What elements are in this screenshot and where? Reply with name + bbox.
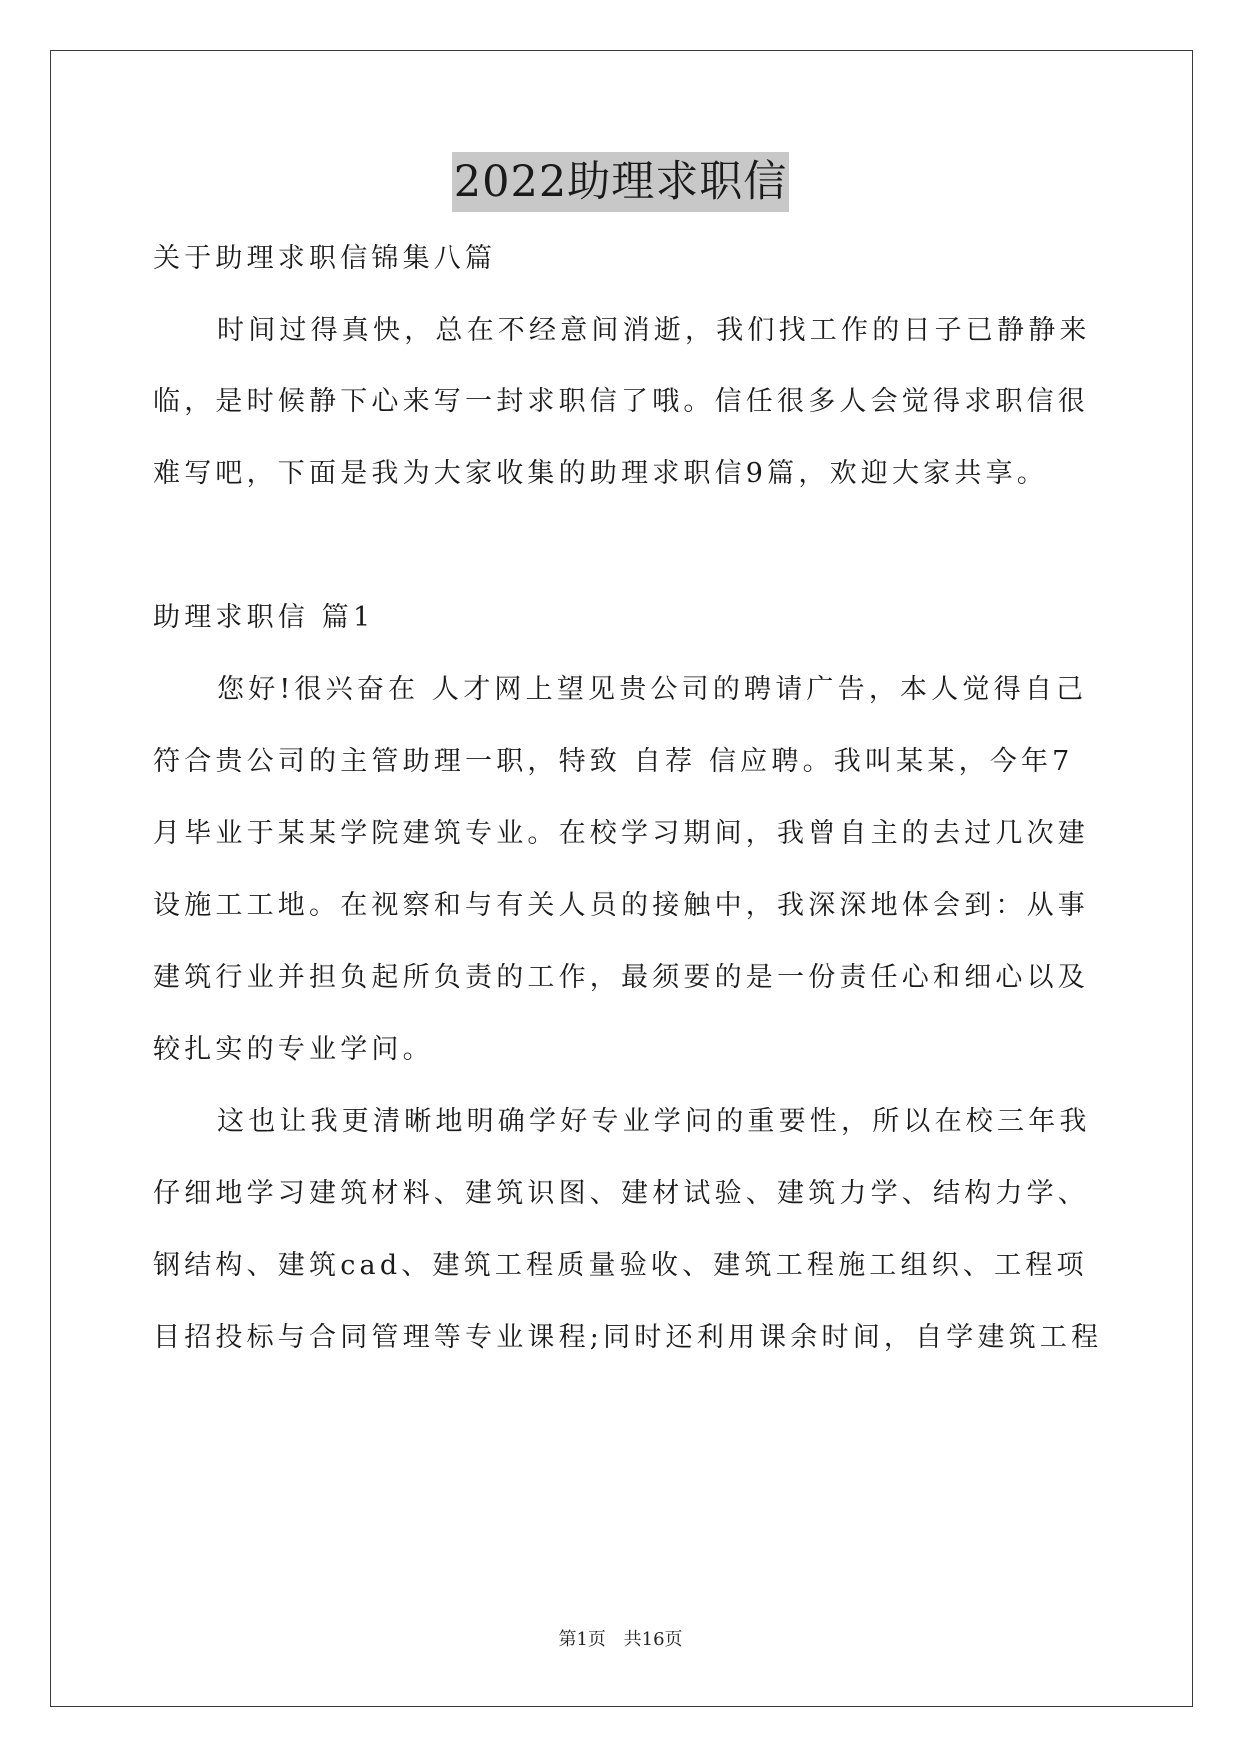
intro-line: 难写吧，下面是我为大家收集的助理求职信9篇，欢迎大家共享。 [153, 458, 1048, 489]
para2-line: 这也让我更清晰地明确学好专业学问的重要性，所以在校三年我 [217, 1106, 1091, 1137]
intro-line: 临，是时候静下心来写一封求职信了哦。信任很多人会觉得求职信很 [153, 386, 1089, 417]
para1-line: 设施工工地。在视察和与有关人员的接触中，我深深地体会到：从事 [153, 890, 1089, 921]
para2-line: 目招投标与合同管理等专业课程;同时还利用课余时间，自学建筑工程 [153, 1322, 1103, 1353]
para1-line: 较扎实的专业学问。 [153, 1034, 434, 1065]
document-subtitle: 关于助理求职信锦集八篇 [153, 243, 497, 274]
title-block [0, 152, 1241, 212]
para1-line: 建筑行业并担负起所负责的工作，最须要的是一份责任心和细心以及 [153, 962, 1089, 993]
page-number: 第1页 [558, 1629, 606, 1650]
para2-line: 仔细地学习建筑材料、建筑识图、建材试验、建筑力学、结构力学、 [153, 1178, 1089, 1209]
page-footer [0, 1628, 1241, 1652]
para1-line: 符合贵公司的主管助理一职，特致 自荐 信应聘。我叫某某，今年7 [153, 746, 1074, 777]
document-title: 2022助理求职信 [452, 152, 789, 212]
para2-line: 钢结构、建筑cad、建筑工程质量验收、建筑工程施工组织、工程项 [153, 1250, 1088, 1281]
para1-line: 您好!很兴奋在 人才网上望见贵公司的聘请广告，本人觉得自己 [217, 674, 1088, 705]
para1-line: 月毕业于某某学院建筑专业。在校学习期间，我曾自主的去过几次建 [153, 818, 1089, 849]
page-total: 共16页 [623, 1629, 683, 1650]
section-heading: 助理求职信 篇1 [153, 602, 375, 633]
intro-line: 时间过得真快，总在不经意间消逝，我们找工作的日子已静静来 [217, 315, 1091, 346]
page-border [50, 50, 1193, 1707]
